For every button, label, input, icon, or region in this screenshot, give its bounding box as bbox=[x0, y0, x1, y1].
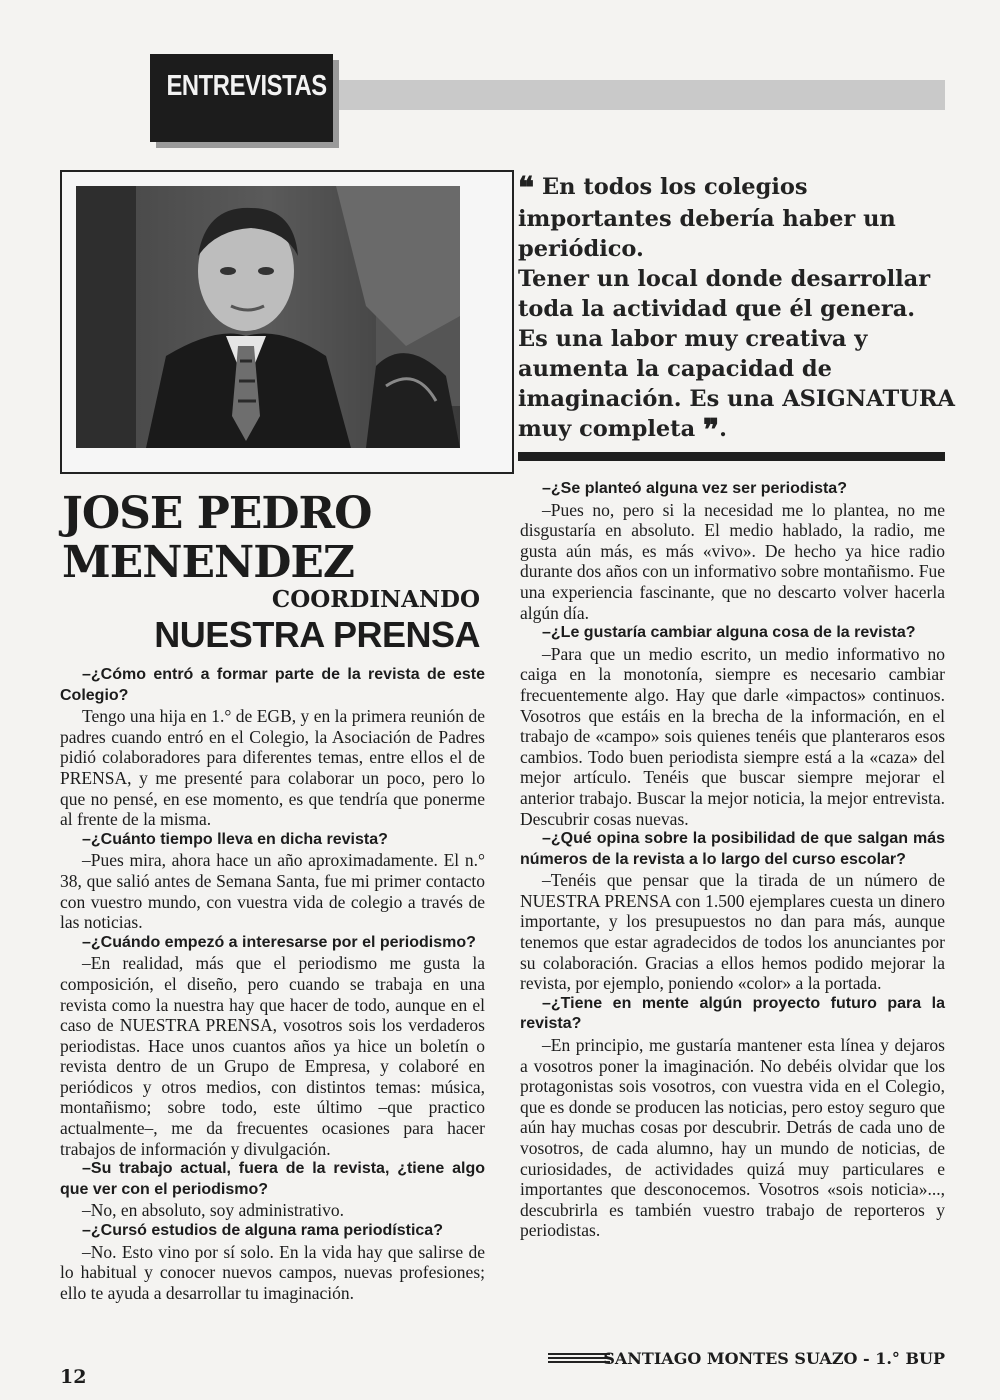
quote-line: imaginación. Es una ASIGNATURA bbox=[518, 386, 955, 412]
article-column-left bbox=[60, 665, 485, 1303]
interview-answer: –Para que un medio escrito, un medio informativo no caiga en la monotonía, siempre es necesario cambiar frecuentemente algo. Hay que darle «impactos» continuos. Vosotros que estáis en la brecha de la información, en el trabajo de «campo» sois quienes tenéis que planteraros esos cambios. Todo buen periodista siempre está a la «caza» del mejor artículo. Tenéis que buscar siempre mejorar el anterior trabajo. Buscar la mejor noticia, la mejor entrevista. Descubrir cosas nuevas. bbox=[520, 643, 945, 829]
interview-answer: Tengo una hija en 1.° de EGB, y en la primera reunión de padres cuando entró en el Colegio, la Asociación de Padres pidió colaboradores para diferentes temas, entre ellos el de PRENSA, y me presenté para colaborar un poco, pero lo que no pensé, en ese momento, es que tendría que ponerme al frente de la misma. bbox=[60, 706, 485, 830]
article-column-right bbox=[520, 479, 945, 1241]
interview-answer: –En realidad, más que el periodismo me gusta la composición, el diseño, pero cuando se trabaja en una revista como la nuestra hay que hacer de todo, aunque en el caso de NUESTRA PRENSA, vosotros sois los verdaderos periodistas. Hace unos cuantos años ya hice un boletín o revista dentro de un Grupo de Empresa, y colaboré en periódicos y otros medios, con distintos temas: música, montañismo; sobre todo, este último –que practico actualmente–, me da frecuentes ocasiones para hacer trabajos de información y divulgación. bbox=[60, 953, 485, 1159]
quote-text: En todos los colegios bbox=[542, 174, 808, 200]
quote-line: Tener un local donde desarrollar bbox=[518, 266, 931, 292]
quote-divider bbox=[518, 452, 945, 461]
interview-question: –¿Le gustaría cambiar alguna cosa de la revista? bbox=[542, 624, 916, 642]
interview-question: –¿Cómo entró a formar parte de la revista de este Colegio? bbox=[60, 666, 485, 704]
interview-question: –¿Cuándo empezó a interesarse por el periodismo? bbox=[82, 933, 476, 951]
signature-rule bbox=[548, 1361, 610, 1363]
quote-text: muy completa bbox=[518, 416, 696, 442]
interview-question: –¿Cursó estudios de alguna rama periodística? bbox=[82, 1222, 443, 1240]
section-label: ENTREVISTAS bbox=[166, 70, 327, 102]
portrait-photo bbox=[76, 186, 460, 448]
page-number: 12 bbox=[60, 1366, 87, 1388]
quote-line: periódico. bbox=[518, 236, 644, 262]
interview-question: –¿Se planteó alguna vez ser periodista? bbox=[542, 480, 847, 497]
subtitle-line2: NUESTRA PRENSA bbox=[154, 614, 480, 655]
close-quote-mark: ❞ bbox=[703, 413, 720, 448]
quote-line: toda la actividad que él genera. bbox=[518, 296, 916, 322]
interviewee-name-line2: MENENDEZ bbox=[62, 537, 355, 588]
interview-answer: –Tenéis que pensar que la tirada de un número de NUESTRA PRENSA con 1.500 ejemplares cuesta un dinero importante, y los presupuestos no dan para más, aunque tenemos que estar agradecidos de todos los anunciantes por su colaboración. Gracias a ellos hemos podido mejorar la revista, por ejemplo, poniendo «color» a la portada. bbox=[520, 870, 945, 994]
signature-rule bbox=[548, 1353, 610, 1359]
quote-line bbox=[518, 172, 948, 204]
quote-line: muy completa ❞. bbox=[518, 413, 727, 448]
interviewee-name-line1: JOSE PEDRO bbox=[62, 488, 372, 539]
interview-answer: –No, en absoluto, soy administrativo. bbox=[82, 1200, 344, 1221]
interview-question: –¿Cuánto tiempo lleva en dicha revista? bbox=[82, 830, 388, 848]
quote-line: Es una labor muy creativa y bbox=[518, 326, 868, 352]
interview-question: –¿Tiene en mente algún proyecto futuro para la revista? bbox=[520, 994, 945, 1033]
interview-answer: –En principio, me gustaría mantener esta línea y dejaros a vosotros poner la imaginación. No debéis olvidar que los protagonistas sois vosotros, con vuestra vida en el Colegio, que es donde se producen las noticias, pero estoy seguro que aún hay muchas cosas por descubrir. Detrás de cada uno de vosotros, de cada alumno, hay un mundo de noticias, de curiosidades, de actividades quizá muy particulares e importantes que desconocemos. Vosotros «sois noticia»..., descubrirla es también vuestro trabajo de reporteros y periodistas. bbox=[520, 1035, 945, 1241]
interview-question: –Su trabajo actual, fuera de la revista, ¿tiene algo que ver con el periodismo? bbox=[60, 1160, 485, 1198]
interview-answer: –Pues mira, ahora hace un año aproximadamente. El n.° 38, que salió antes de Semana Santa, fue mi primer contacto con vuestro mundo, con vuestra vida de colegio a través de las noticias. bbox=[60, 850, 485, 933]
author-signature bbox=[548, 1351, 945, 1369]
pull-quote bbox=[518, 171, 955, 448]
subtitle-line1: COORDINANDO bbox=[271, 586, 480, 613]
open-quote-mark: ❝ bbox=[518, 171, 535, 206]
interview-answer: –No. Esto vino por sí solo. En la vida hay que salirse de lo habitual y conocer nuevos campos, nuevas profesiones; ello te ayuda a desarrollar tu imaginación. bbox=[60, 1241, 485, 1303]
quote-line: importantes debería haber un bbox=[518, 206, 896, 232]
quote-line: aumenta la capacidad de bbox=[518, 356, 832, 382]
signature-text: SANTIAGO MONTES SUAZO - 1.° BUP bbox=[603, 1349, 945, 1368]
interview-question: –¿Qué opina sobre la posibilidad de que salgan más números de la revista a lo largo del curso escolar? bbox=[520, 830, 945, 868]
interview-answer: –Pues no, pero si la necesidad me lo plantea, no me disgustaría en absoluto. El medio hablado, la radio, me gusta aún más, es más «vivo». De hecho ya hice radio durante dos años con un informativo sobre montañismo. Fue una experiencia fascinante, que no descarto volver hacerla algún día. bbox=[520, 499, 945, 623]
